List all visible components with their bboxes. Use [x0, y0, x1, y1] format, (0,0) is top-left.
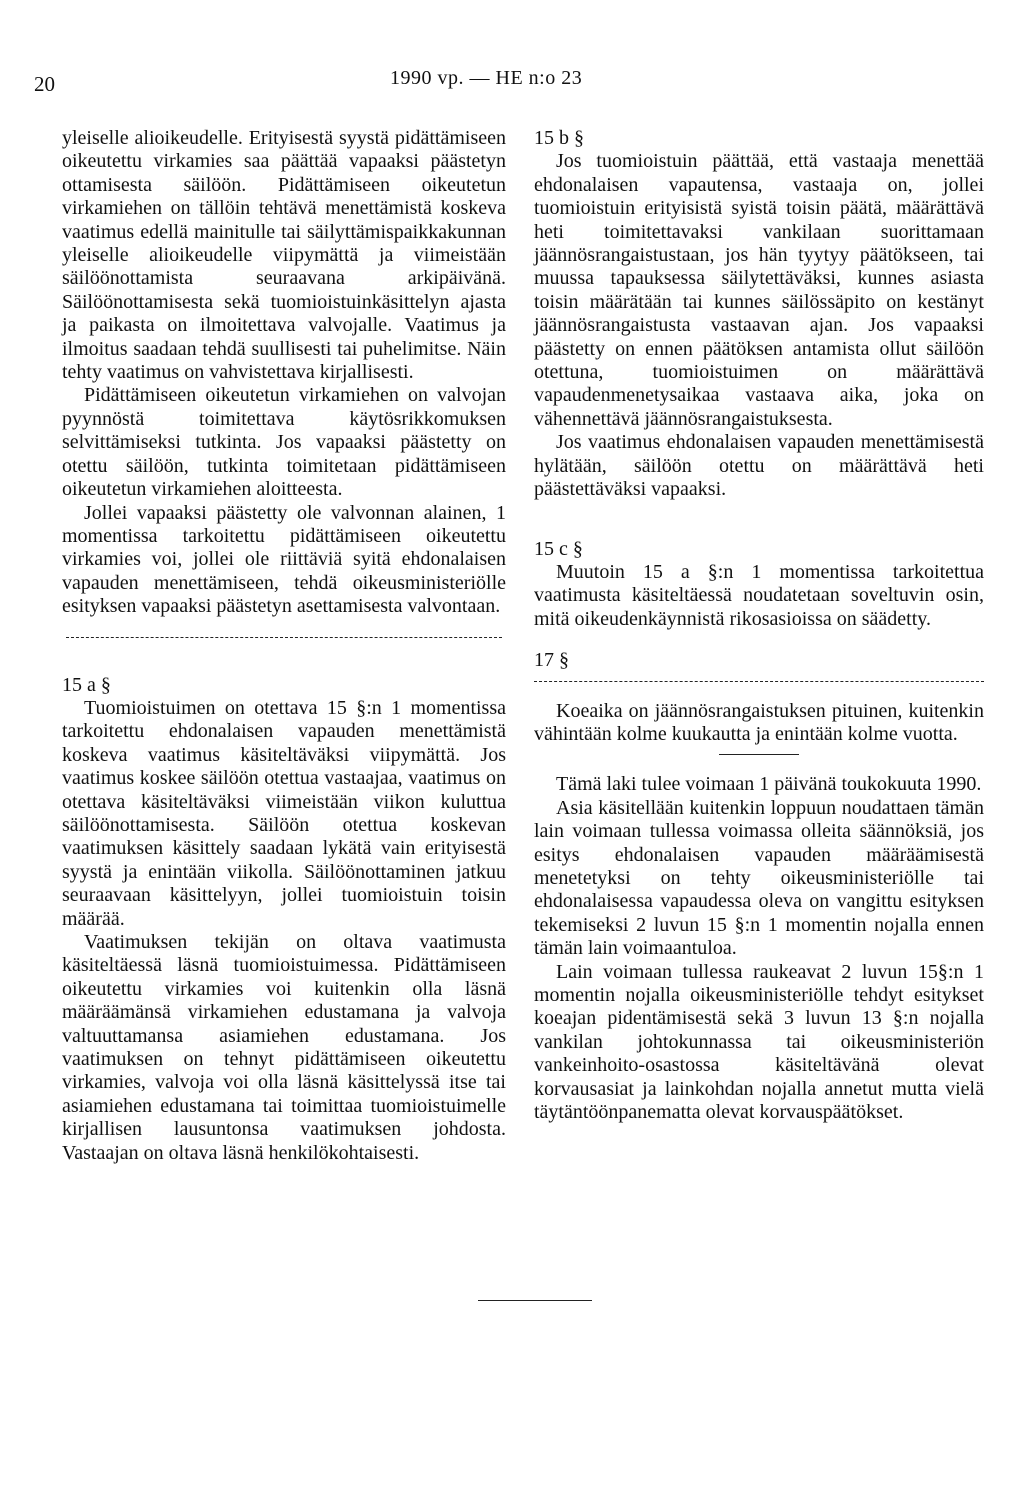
- paragraph: Vaatimuksen tekijän on oltava vaatimusta käsiteltäessä läsnä tuomioistuimessa. Pidättämiseen oikeutettu virkamies voi kuitenkin olla läsnä määräämänsä virkamiehen edustamana ja valvoja valtuuttamansa asiamiehen edustamana. Jos vaatimuksen on tehnyt pidättämiseen oikeutettu virkamies, valvoja voi olla läsnä käsittelyssä itse tai asiamiehen edustamana tai toimittaa tuomioistuimelle kirjallisen lausuntonsa vaatimuksen johdosta. Vastaajan on oltava läsnä henkilökohtaisesti.: [62, 931, 506, 1164]
- paragraph: Koeaika on jäännösrangaistuksen pituinen, kuitenkin vähintään kolme kuukautta ja enintään kolme vuotta.: [534, 699, 984, 745]
- paragraph: Jollei vapaaksi päästetty ole valvonnan alainen, 1 momentissa tarkoitettu pidättämiseen oikeutettu virkamies voi, jollei ole riittäviä syitä ehdonalaisen vapauden menettämiseen, tehdä oikeusministeriölle esityksen vapaaksi päästetyn asettamisesta valvontaan.: [62, 501, 506, 618]
- paragraph: Pidättämiseen oikeutetun virkamiehen on valvojan pyynnöstä toimitettava käytösrikkomuksen selvittämiseksi tutkinta. Jos vapaaksi päästetty on otettu säilöön, tutkinta toimitetaan pidättämiseen oikeutetun virkamiehen aloitteesta.: [62, 384, 506, 501]
- left-column: [62, 127, 506, 1165]
- section-heading-15b: 15 b §: [534, 127, 584, 149]
- paragraph: yleiselle alioikeudelle. Erityisestä syystä pidättämiseen oikeutettu virkamies saa päättää vapaaksi päästetyn ottamisesta säilöön. Pidättämiseen oikeutetun virkamiehen on tällöin tehtävä menettämistä koskeva vaatimus edellä mainitulle tai säilyttämispaikkakunnan yleiselle alioikeudelle viipymättä ja viimeistään säilöönottamista seuraavana arkipäivänä. Säilöönottamisesta sekä tuomioistuinkäsittelyn ajasta ja paikasta on ilmoitettava valvojalle. Vaatimus ja ilmoitus saadaan tehdä suullisesti tai puhelimitse. Näin tehty vaatimus on vahvistettava kirjallisesti.: [62, 127, 506, 384]
- end-rule: [478, 1300, 592, 1301]
- page-number: 20: [34, 72, 55, 96]
- right-column: [534, 127, 984, 1124]
- paragraph: Asia käsitellään kuitenkin loppuun noudattaen tämän lain voimaan tullessa voimassa olleita säännöksiä, jos esitys ehdonalaisen vapauden määräämisestä menetetyksi on tehty oikeusministeriölle tai ehdonalaisessa vapaudessa oleva on vangittu esityksen tekemiseksi 2 luvun 15 §:n 1 momentin nojalla ennen tämän lain voimaantuloa.: [534, 796, 984, 960]
- paragraph: Jos tuomioistuin päättää, että vastaaja menettää ehdonalaisen vapautensa, vastaaja on, jollei tuomioistuin erityisistä syistä toisin päätä, määrättävä heti toimitettavaksi vankilaan suorittamaan jäännösrangaistustaan, jos hän tyytyy päätökseen, tai muussa tapauksessa säilytettäväksi, kunnes asiasta toisin määrätään tai kunnes säilössäpito on kestänyt jäännösrangaistusta vastaavan ajan. Jos vapaaksi päästetty on ennen päätöksen antamista ollut säilöön otettuna, tuomioistuimen on määrättävä vapaudenmenetysaikaa vastaava aika, joka on vähennettävä jäännösrangaistuksesta.: [534, 150, 984, 430]
- paragraph: Muutoin 15 a §:n 1 momentissa tarkoitettua vaatimusta käsiteltäessä noudatetaan soveltuvin osin, mitä oikeudenkäynnistä rikosasioissa on säädetty.: [534, 560, 984, 630]
- section-heading-15c: 15 c §: [534, 537, 583, 560]
- paragraph: Tuomioistuimen on otettava 15 §:n 1 momentissa tarkoitettu ehdonalaisen vapauden menettämistä koskeva vaatimus käsiteltäväksi viipymättä. Jos vaatimus koskee säilöön otettua vastaajaa, vaatimus on otettava käsiteltäväksi viimeistään viikon kuluttua säilöönottamisesta. Säilöön otettua koskevan vaatimuksen käsittely saadaan lykätä vain erityisestä syystä ja enintään viikolla. Säilöönottaminen jatkuu seuraavaan käsittelyyn, jollei tuomioistuin toisin määrää.: [62, 696, 506, 930]
- paragraph: Lain voimaan tullessa raukeavat 2 luvun 15§:n 1 momentin nojalla oikeusministeriölle tehdyt esitykset koeajan pidentämisestä sekä 3 luvun 13 §:n nojalla vankilan johtokunnassa tai oikeusministeriön vankeinhoito-osastossa käsiteltävänä olevat korvausasiat ja lainkohdan nojalla annetut mutta vielä täytäntöönpanematta olevat korvauspäätökset.: [534, 960, 984, 1124]
- section-heading-15a: 15 a §: [62, 673, 111, 696]
- paragraph: Jos vaatimus ehdonalaisen vapauden menettämisestä hylätään, säilöön otettu on määrättävä heti päästettäväksi vapaaksi.: [534, 431, 984, 501]
- section-heading-17: 17 §: [534, 649, 569, 672]
- paragraph: Tämä laki tulee voimaan 1 päivänä toukokuuta 1990.: [556, 773, 982, 796]
- running-title: 1990 vp. — HE n:o 23: [390, 67, 583, 89]
